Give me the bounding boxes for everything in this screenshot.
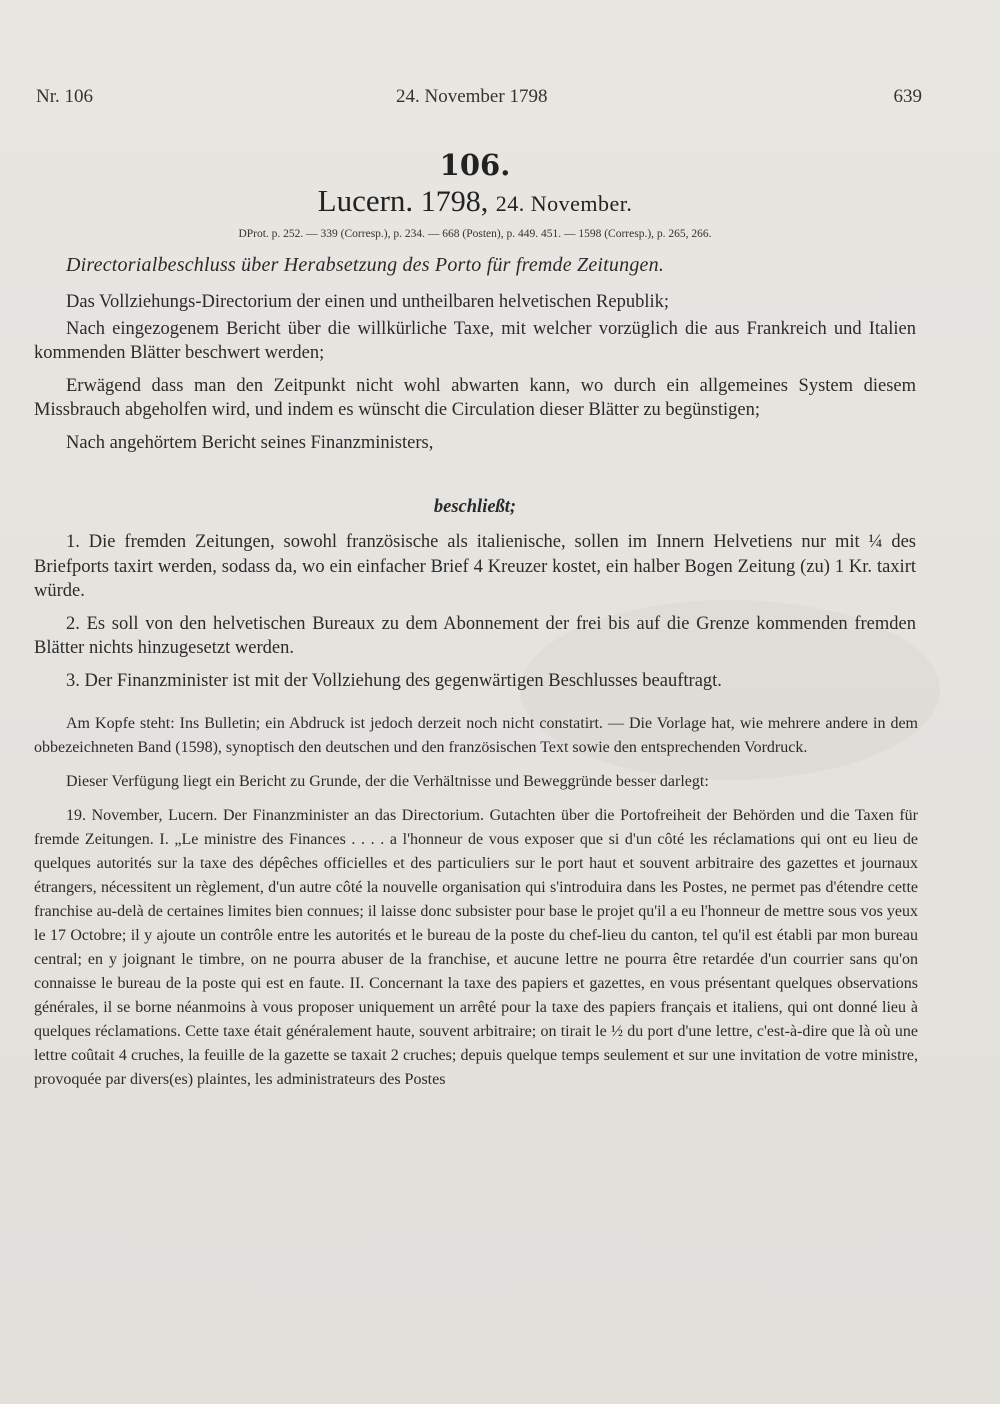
document-number: 106. — [439, 148, 511, 182]
paragraph-directorium: Das Vollziehungs-Directorium der einen und untheilbaren helvetischen Republik; — [66, 292, 669, 312]
editorial-notes — [34, 712, 918, 1092]
article-1: 1. Die fremden Zeitungen, sowohl französische als italienische, sollen im Innern Helvetiens nur mit ¼ des Briefports taxirt werden, sodass da, wo ein einfacher Brief 4 Kreuzer kostet, ein halber Bogen Zeitung (zu) 1 Kr. taxirt würde. — [34, 532, 916, 601]
header-document-number: Nr. 106 — [36, 86, 93, 107]
articles — [34, 530, 916, 693]
paragraph-bericht: Nach eingezogenem Bericht über die willkürliche Taxe, mit welcher vorzüglich die aus Frankreich und Italien kommenden Blätter beschwert werden; — [34, 318, 916, 363]
archive-references: DProt. p. 252. — 339 (Corresp.), p. 234. — 668 (Posten), p. 449. 451. — 1598 (Corresp.), p. 265, 266. — [238, 228, 712, 240]
paragraph-erwaegend: Erwägend dass man den Zeitpunkt nicht wohl abwarten kann, wo durch ein allgemeines System diesem Missbrauch abgeholfen wird, und indem es wünscht die Circulation dieser Blätter zu begünstigen; — [34, 375, 916, 420]
document-year: 1798, — [420, 185, 489, 218]
note-report: 19. November, Lucern. Der Finanzminister an das Directorium. Gutachten über die Portofreiheit der Behörden und die Taxen für fremde Zeitungen. I. „Le ministre des Finances . . . . a l'honneur de vous exposer que si d'un côté les réclamations qui ont eu lieu de quelques autorités sur la taxe des dépêches officielles et des particuliers sur le port haut et souvent arbitraire des gazettes et journaux étrangers, nécessitent un règlement, d'un autre côté la nouvelle organisation qui s'introduira dans les Postes, ne permet pas d'étendre cette franchise au-delà de certaines limites bien connues; il laisse donc subsister pour base le projet qu'il a eu l'honneur de mettre sous vos yeux le 17 Octobre; il y ajoute un contrôle entre les autorités et le bureau de la poste du chef-lieu du canton, tel qu'il est établi par mon bureau central; en y joignant le timbre, on ne pourra abuser de la franchise, et aucune lettre ne pourra être retardée d'un courrier sans qu'on connaisse le bureau de la poste qui est en faute. II. Concernant la taxe des papiers et gazettes, en vous présentant quelques observations générales, il se borne néanmoins à vous proposer uniquement un arrêté pour la taxe des papiers français et italiens, qui ont donné lieu à quelques réclamations. Cette taxe était généralement haute, souvent arbitraire; on tirait le ½ du port d'une lettre, c'est-à-dire que là où une lettre coûtait 4 cruches, la feuille de la gazette se taxait 2 cruches; depuis quelque temps seulement et sur une invitation de votre ministre, provoquée par divers(es) plaintes, les administrateurs des Postes — [34, 807, 918, 1088]
document-title: Directorialbeschluss über Herabsetzung des Porto für fremde Zeitungen. — [66, 254, 665, 276]
resolution-keyword: beschließt; — [433, 497, 517, 517]
header-date: 24. November 1798 — [396, 86, 548, 107]
note-header: Am Kopfe steht: Ins Bulletin; ein Abdruck ist jedoch derzeit noch nicht constatirt. — Die Vorlage hat, wie mehrere andere in dem obbezeichneten Band (1598), synoptisch den deutschen und den französischen Text sowie den entsprechenden Vordruck. — [34, 715, 918, 756]
note-basis: Dieser Verfügung liegt ein Bericht zu Grunde, der die Verhältnisse und Beweggründe besser darlegt: — [66, 773, 709, 790]
running-header — [36, 86, 922, 108]
page-number: 639 — [893, 86, 922, 107]
paragraph-finanzminister: Nach angehörtem Bericht seines Finanzministers, — [66, 432, 434, 453]
document-day-month: 24. November. — [495, 191, 633, 216]
document-place: Lucern. — [317, 183, 414, 218]
document-place-date — [0, 183, 950, 219]
article-2: 2. Es soll von den helvetischen Bureaux zu dem Abonnement der frei bis auf die Grenze kommenden fremden Blätter nichts hinzugesetzt werden. — [34, 613, 916, 658]
preamble — [34, 290, 916, 455]
article-3: 3. Der Finanzminister ist mit der Vollziehung des gegenwärtigen Beschlusses beauftragt. — [66, 670, 722, 691]
